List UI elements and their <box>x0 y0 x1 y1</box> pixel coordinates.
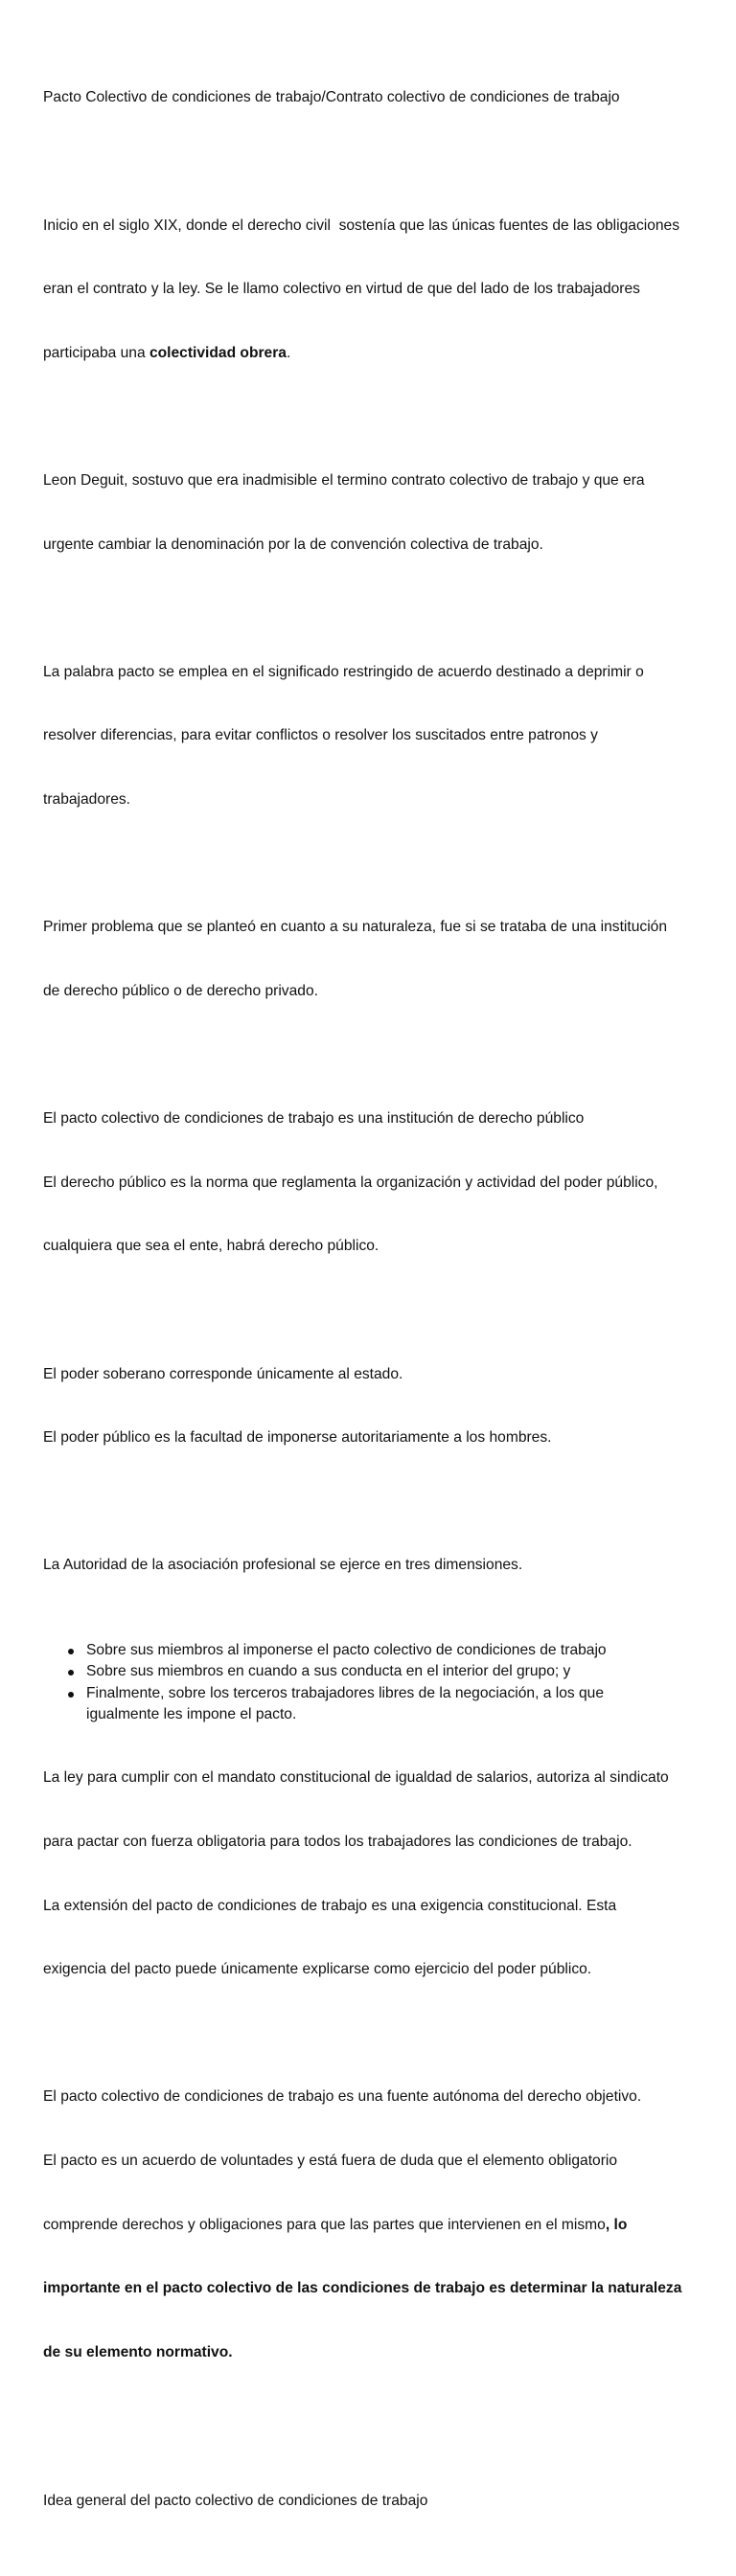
text-line: Primer problema que se planteó en cuanto a su naturaleza, fue si se trataba de una institución <box>43 919 668 936</box>
paragraph-autoridad <box>43 1513 704 1619</box>
text-span: comprende derechos y obligaciones para que las partes que intervienen en el mismo <box>43 2216 606 2233</box>
text-line: exigencia del pacto puede únicamente explicarse como ejercicio del poder público. <box>43 1961 592 1978</box>
text-line: Leon Deguit, sostuvo que era inadmisible el termino contrato colectivo de trabajo y que era <box>43 472 645 490</box>
document-title <box>43 45 704 151</box>
paragraph-deguit <box>43 428 704 599</box>
bold-term: colectividad obrera <box>149 344 287 361</box>
bullet-list <box>43 1640 704 1725</box>
spacer <box>43 2405 704 2448</box>
text-line: igualmente les impone el pacto. <box>86 1705 297 1722</box>
bold-text-line: importante en el pacto colectivo de las condiciones de trabajo es determinar la naturaleza <box>43 2280 682 2297</box>
text-line: trabajadores. <box>43 791 131 809</box>
document-page <box>43 45 704 2576</box>
bold-text-line: de su elemento normativo. <box>43 2343 233 2360</box>
text-line: La extensión del pacto de condiciones de trabajo es una exigencia constitucional. Esta <box>43 1897 617 1914</box>
text-line: El poder soberano corresponde únicamente al estado. <box>43 1365 403 1382</box>
list-item <box>43 1661 704 1682</box>
text-line: Finalmente, sobre los terceros trabajadores libres de la negociación, a los que <box>86 1684 605 1701</box>
text-span: . <box>286 344 291 361</box>
text-line: urgente cambiar la denominación por la de convención colectiva de trabajo. <box>43 536 543 553</box>
text-line: Sobre sus miembros en cuando a sus conducta en el interior del grupo; y <box>86 1663 571 1680</box>
text-line <box>43 343 704 364</box>
paragraph-idea-general <box>43 2449 704 2555</box>
text-line: El pacto colectivo de condiciones de trabajo es una fuente autónoma del derecho objetivo. <box>43 2088 642 2106</box>
text-line: La ley para cumplir con el mandato constitucional de igualdad de salarios, autoriza al sindicato <box>43 1769 669 1787</box>
paragraph-fuente-autonoma <box>43 2044 704 2405</box>
text-line: Idea general del pacto colectivo de condiciones de trabajo <box>43 2493 428 2510</box>
text-line: Sobre sus miembros al imponerse el pacto colectivo de condiciones de trabajo <box>86 1642 607 1659</box>
text-line: El poder público es la facultad de imponerse autoritariamente a los hombres. <box>43 1429 552 1447</box>
bullet-icon <box>68 1670 74 1676</box>
text-line: resolver diferencias, para evitar conflictos o resolver los suscitados entre patronos y <box>43 727 598 744</box>
text-span: participaba una <box>43 344 150 361</box>
paragraph-palabra-pacto <box>43 619 704 853</box>
text-line: La palabra pacto se emplea en el significado restringido de acuerdo destinado a deprimir o <box>43 663 644 680</box>
paragraph-derecho-publico <box>43 1066 704 1300</box>
text-line: El pacto es un acuerdo de voluntades y está fuera de duda que el elemento obligatorio <box>43 2152 618 2169</box>
bullet-icon <box>68 1649 74 1654</box>
text-line: Inicio en el siglo XIX, donde el derecho civil sostenía que las únicas fuentes de las obligaciones <box>43 217 680 234</box>
list-item <box>43 1683 704 1725</box>
text-line: La Autoridad de la asociación profesional se ejerce en tres dimensiones. <box>43 1557 523 1574</box>
bold-text: , lo <box>605 2216 628 2233</box>
paragraph-primer-problema <box>43 875 704 1045</box>
title-line: Pacto Colectivo de condiciones de trabajo/Contrato colectivo de condiciones de trabajo <box>43 89 620 106</box>
text-line: de derecho público o de derecho privado. <box>43 982 318 999</box>
text-line: eran el contrato y la ley. Se le llamo colectivo en virtud de que del lado de los trabajadores <box>43 281 640 298</box>
list-item <box>43 1640 704 1661</box>
text-line <box>43 2215 704 2236</box>
paragraph-poder-soberano <box>43 1321 704 1492</box>
text-line: para pactar con fuerza obligatoria para todos los trabajadores las condiciones de trabajo. <box>43 1833 632 1850</box>
text-line: cualquiera que sea el ente, habrá derecho público. <box>43 1238 380 1255</box>
text-line: El pacto colectivo de condiciones de trabajo es una institución de derecho público <box>43 1110 585 1128</box>
paragraph-ley-salarios <box>43 1725 704 2023</box>
bullet-icon <box>68 1692 74 1698</box>
paragraph-origen <box>43 172 704 406</box>
text-line: El derecho público es la norma que reglamenta la organización y actividad del poder público, <box>43 1174 658 1191</box>
